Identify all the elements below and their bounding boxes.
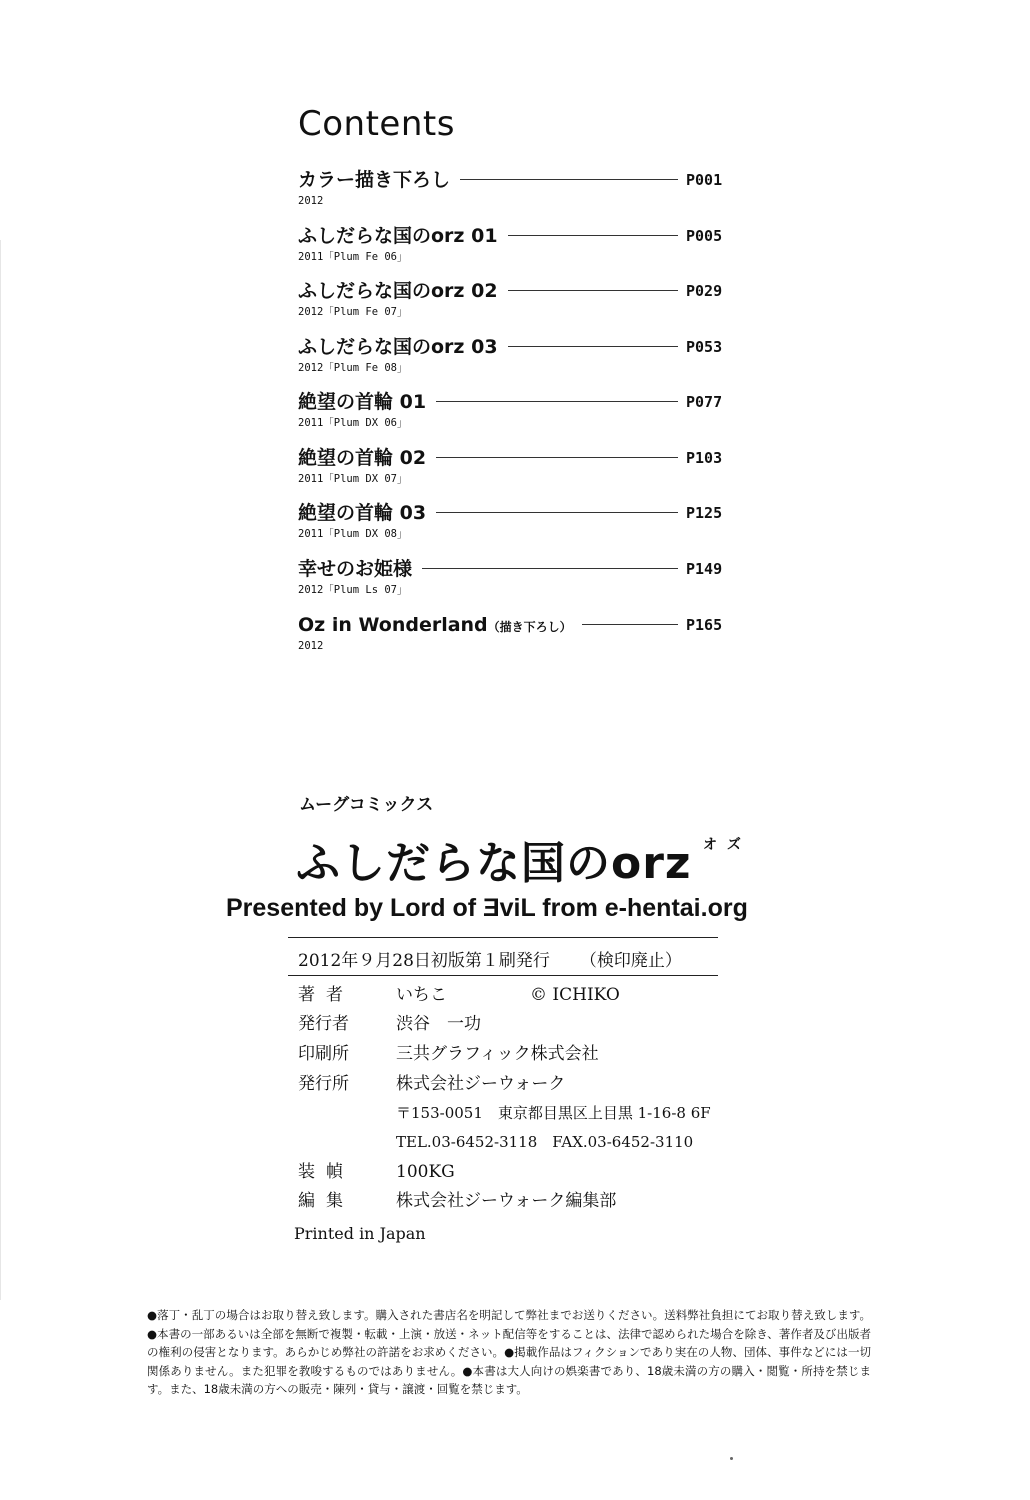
toc-entry (298, 499, 730, 549)
page-edge-shadow (0, 240, 1, 1300)
toc-entry-page: P001 (686, 171, 723, 189)
toc-entry (298, 555, 730, 605)
toc-entry-page: P077 (686, 393, 723, 411)
contents-heading: Contents (298, 104, 455, 144)
credit-label: 印刷所 (298, 1044, 349, 1064)
toc-entry-page: P053 (686, 338, 723, 356)
imprint-label: ムーグコミックス (299, 795, 434, 815)
toc-entry-title: Oz in Wonderland（描き下ろし） (298, 611, 582, 641)
title-ruby: オズ (703, 837, 751, 853)
edition-line (298, 946, 682, 971)
copyright-notice: © ICHIKO (530, 985, 620, 1005)
seal-note: （検印廃止） (579, 951, 682, 971)
credit-label: 著者 (298, 985, 354, 1005)
credit-label: 装幀 (298, 1162, 354, 1182)
toc-entry-title: ふしだらな国のorz 02 (298, 277, 508, 307)
toc-entry (298, 222, 730, 272)
phone-fax: TEL.03-6452-3118 FAX.03-6452-3110 (396, 1133, 694, 1151)
toc-entry-source: 2011「Plum DX 08」 (298, 528, 408, 540)
toc-entry (298, 277, 730, 327)
toc-entry-title: 絶望の首輪 01 (298, 388, 436, 418)
toc-entry-page: P029 (686, 282, 723, 300)
toc-entry-source: 2011「Plum Fe 06」 (298, 251, 408, 263)
toc-entry-source: 2012「Plum Fe 07」 (298, 306, 408, 318)
toc-entry-page: P103 (686, 449, 723, 467)
credit-value: 株式会社ジーウォーク編集部 (396, 1191, 617, 1211)
toc-entry (298, 388, 730, 438)
legal-notice: ●落丁・乱丁の場合はお取り替え致します。購入された書店名を明記して弊社までお送りください。送料弊社負担にてお取り替え致します。●本書の一部あるいは全部を無断で複製・転載・上演・放送・ネット配信等をすることは、法律で認められた場合を除き、著作者及び出版者の権利の侵害となります。あらかじめ弊社の許諾をお求めください。●掲載作品はフィクションであり実在の人物、団体、事件などには一切関係ありません。また犯罪を教唆するものではありません。●本書は大人向けの娯楽書であり、18歳未満の方の購入・閲覧・所持を禁じます。また、18歳未満の方への販売・陳列・貸与・譲渡・回覧を禁じます。 (147, 1308, 871, 1397)
toc-entry-source: 2012「Plum Ls 07」 (298, 584, 408, 596)
toc-entry-title: ふしだらな国のorz 01 (298, 222, 508, 252)
toc-entry-source: 2011「Plum DX 06」 (298, 417, 408, 429)
toc-entry-source: 2012 (298, 640, 324, 652)
divider (288, 937, 718, 938)
toc-entry (298, 166, 730, 216)
toc-entry (298, 333, 730, 383)
credit-label: 発行者 (298, 1014, 349, 1034)
credit-value: いちこ © ICHIKO (396, 980, 447, 1010)
toc-entry (298, 444, 730, 494)
toc-entry-source: 2012「Plum Fe 08」 (298, 362, 408, 374)
address: 〒153-0051 東京都目黒区上目黒 1-16-8 6F (396, 1104, 711, 1122)
toc-entry-title: 絶望の首輪 02 (298, 444, 436, 474)
credit-label: 発行所 (298, 1074, 349, 1094)
speck (730, 1457, 733, 1460)
toc-entry-page: P125 (686, 504, 723, 522)
toc-entry-source: 2011「Plum DX 07」 (298, 473, 408, 485)
divider (288, 975, 718, 976)
toc-entry-page: P165 (686, 616, 723, 634)
toc-entry-title: ふしだらな国のorz 03 (298, 333, 508, 363)
toc-entry-page: P005 (686, 227, 723, 245)
printed-in: Printed in Japan (294, 1224, 426, 1243)
toc-entry-title: 絶望の首輪 03 (298, 499, 436, 529)
toc-entry-source: 2012 (298, 195, 324, 207)
toc-entry-title: カラー描き下ろし (298, 166, 460, 196)
credit-value: 三共グラフィック株式会社 (396, 1044, 599, 1064)
toc-entry-page: P149 (686, 560, 723, 578)
toc-entry (298, 611, 730, 661)
book-title: ふしだらな国のorz (296, 838, 692, 889)
credit-value: 株式会社ジーウォーク (396, 1074, 566, 1094)
toc-entry-title: 幸せのお姫様 (298, 555, 422, 585)
colophon-page: Contents カラー描き下ろし P001 2012 ふしだらな国のorz 01 P005 2011「Plum Fe 06」 ふしだらな国のorz 02 P029 2012「Plum Fe 07」 ふしだらな国のorz 03 P053 2012「Plum Fe 08」 絶望の首輪 01 P077 2011「Plum DX 06」 絶望の首輪 02 P103 2011「Plum DX 07」 絶望の首輪 03 P125 2011「Plum DX 08」 幸せのお姫様 P149 2012「Plum Ls 07」 Oz in Wonderland（描き下ろし） P165 2012 ムーグコミックス オズ ふしだらな国のorz Presented by Lord of ƎviL from e-hentai.org 2012年９月28日初版第１刷発行 （検印廃止） 著者 いちこ © ICHIKO 発行者 渋谷 一功 印刷所 三共グラフィック株式会社 発行所 株式会社ジーウォーク 〒153-0051 東京都目黒区上目黒 1-16-8 6F TEL.03-6452-3118 FAX.03-6452-3110 装幀 100KG 編集 株式会社ジーウォーク編集部 Printed in Japan ●落丁・乱丁の場合はお取り替え致します。購入された書店名を明記して弊社までお送りください。送料弊社負担にてお取り替え致します。●本書の一部あるいは全部を無断で複製・転載・上演・放送・ネット配信等をすることは、法律で認められた場合を除き、著作者及び出版者の権利の侵害となります。あらかじめ弊社の許諾をお求めください。●掲載作品はフィクションであり実在の人物、団体、事件などには一切関係ありません。また犯罪を教唆するものではありません。●本書は大人向けの娯楽書であり、18歳未満の方の購入・閲覧・所持を禁じます。また、18歳未満の方への販売・陳列・貸与・譲渡・回覧を禁じます。 (0, 0, 1030, 1500)
credit-value: 渋谷 一功 (396, 1014, 481, 1034)
credit-label: 編集 (298, 1191, 354, 1211)
publication-date: 2012年９月28日初版第１刷発行 (298, 951, 550, 971)
credit-value: 100KG (396, 1162, 455, 1182)
